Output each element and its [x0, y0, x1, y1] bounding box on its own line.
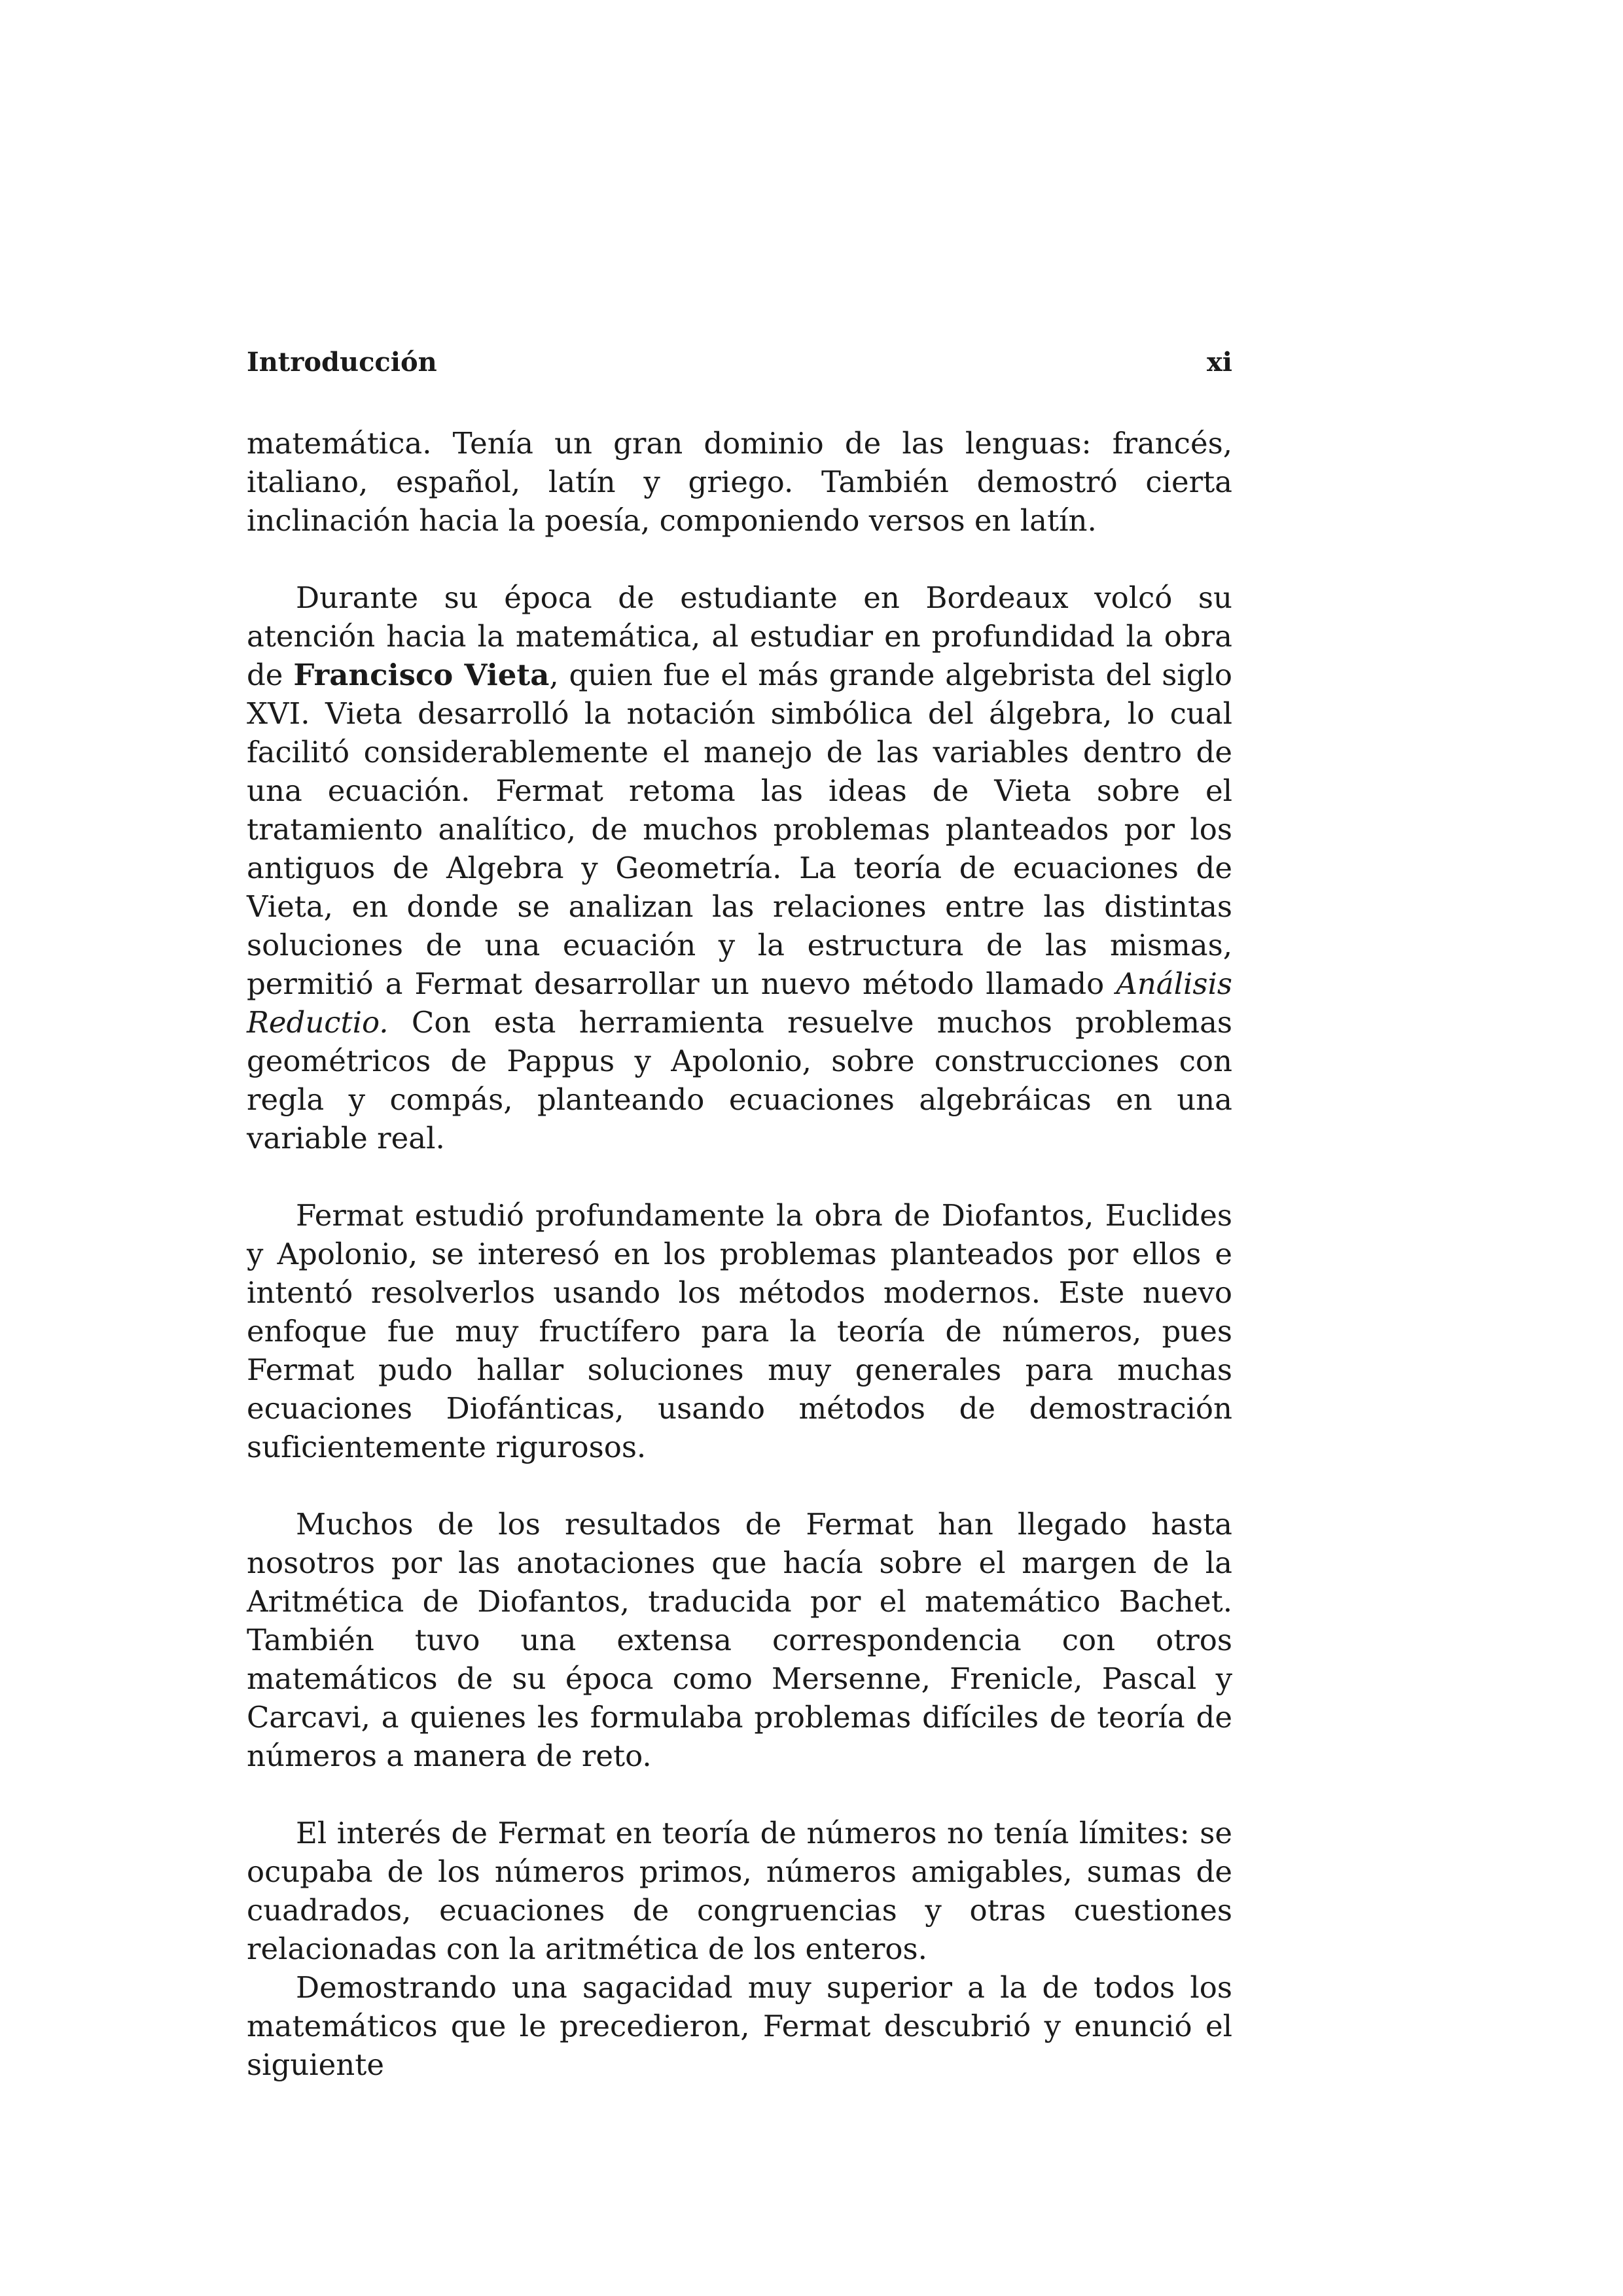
page-number: xi [1206, 347, 1232, 378]
body-text [247, 424, 1232, 2084]
paragraph-2-text-c: Con esta herramienta resuelve muchos problemas geométricos de Pappus y Apolonio, sobre construcciones con regla y compás, planteando ecuaciones algebráicas en una variable real. [247, 1005, 1232, 1156]
paragraph-2-text-b: , quien fue el más grande algebrista del siglo XVI. Vieta desarrolló la notación simbólica del álgebra, lo cual facilitó considerablemente el manejo de las variables dentro de una ecuación. Fermat retoma las ideas de Vieta sobre el tratamiento analítico, de muchos problemas planteados por los antiguos de Algebra y Geometría. La teoría de ecuaciones de Vieta, en donde se analizan las relaciones entre las distintas soluciones de una ecuación y la estructura de las mismas, permitió a Fermat desarrollar un nuevo método llamado [247, 658, 1232, 1001]
paragraph-5: El interés de Fermat en teoría de números no tenía límites: se ocupaba de los números primos, números amigables, sumas de cuadrados, ecuaciones de congruencias y otras cuestiones relacionadas con la aritmética de los enteros. [247, 1816, 1232, 1966]
section-title: Introducción [247, 347, 437, 378]
paragraph-2 [247, 578, 1232, 1157]
analisis-reductio: Análisis Reductio. [247, 966, 1232, 1040]
paragraph-2-text-a: Durante su época de estudiante en Bordeaux volcó su atención hacia la matemática, al estudiar en profundidad la obra de [247, 580, 1232, 692]
vieta-name: Francisco Vieta [293, 658, 550, 692]
paragraph-6: Demostrando una sagacidad muy superior a la de todos los matemáticos que le precedieron, Fermat descubrió y enunció el siguiente [247, 1970, 1232, 2082]
paragraph-3: Fermat estudió profundamente la obra de Diofantos, Euclides y Apolonio, se interesó en los problemas planteados por ellos e intentó resolverlos usando los métodos modernos. Este nuevo enfoque fue muy fructífero para la teoría de números, pues Fermat pudo hallar soluciones muy generales para muchas ecuaciones Diofánticas, usando métodos de demostración suficientemente rigurosos. [247, 1198, 1232, 1464]
running-header [247, 347, 1232, 386]
paragraph-4: Muchos de los resultados de Fermat han llegado hasta nosotros por las anotaciones que hacía sobre el margen de la Aritmética de Diofantos, traducida por el matemático Bachet. También tuvo una extensa correspondencia con otros matemáticos de su época como Mersenne, Frenicle, Pascal y Carcavi, a quienes les formulaba problemas difíciles de teoría de números a manera de reto. [247, 1507, 1232, 1773]
paragraph-1: matemática. Tenía un gran dominio de las lenguas: francés, italiano, español, latín y griego. También demostró cierta inclinación hacia la poesía, componiendo versos en latín. [247, 426, 1232, 538]
